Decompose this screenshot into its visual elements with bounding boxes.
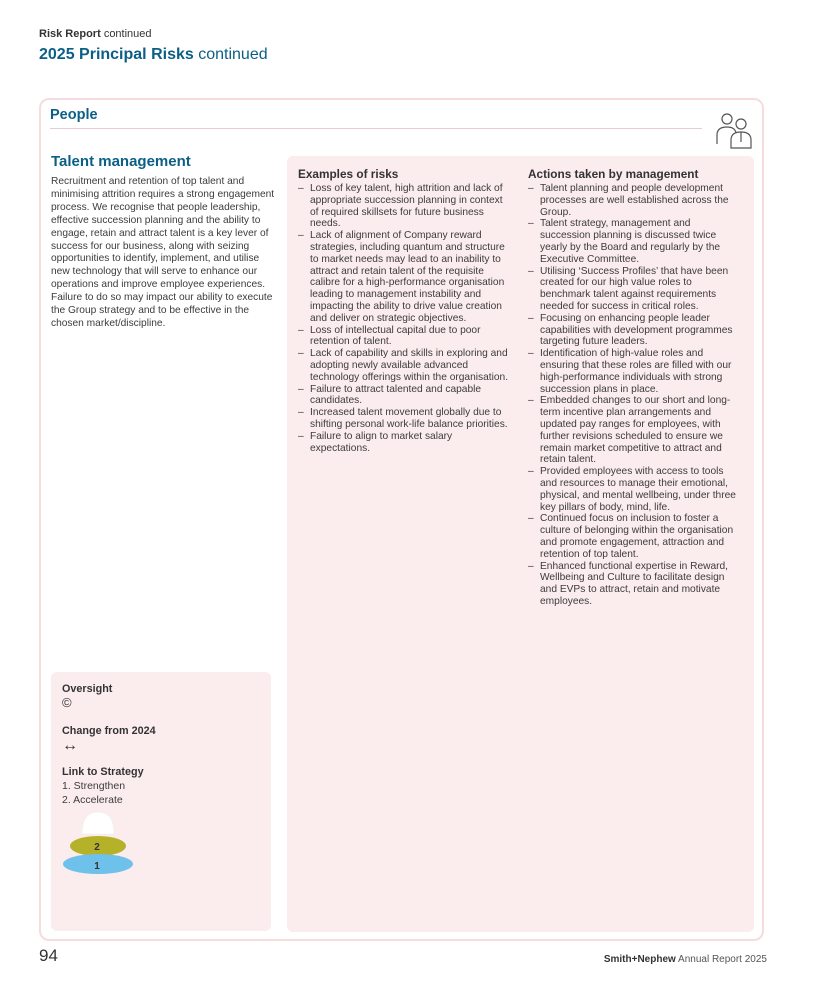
footer	[604, 954, 767, 965]
examples-title: Examples of risks	[298, 167, 399, 181]
footer-brand: Smith+Nephew	[603, 954, 676, 965]
heading-rest: continued	[198, 46, 268, 63]
strategy-item: 1. Strengthen	[62, 780, 126, 792]
copyright-icon: ©	[62, 695, 72, 710]
header-rest: continued	[103, 28, 152, 40]
list-item: – Continued focus on inclusion to foster a culture of belonging within the organisation and promote engagement, attraction and retention of top talent.	[528, 513, 743, 560]
double-arrow-icon: ↔	[62, 737, 78, 754]
stone-top	[82, 812, 114, 834]
footer-report: Annual Report 2025	[678, 954, 767, 965]
list-item: – Provided employees with access to tools and resources to manage their emotional, physical, and mental wellbeing, under three key pillars of body, mind, life.	[528, 466, 743, 513]
list-item: – Lack of alignment of Company reward strategies, including quantum and structure to market needs may lead to an inability to attract and retain talent of the requisite calibre for a high-performance organisation leading to management instability and impacting the ability to drive value creation and deliver on strategic objectives.	[298, 230, 510, 324]
strategy-item: 2. Accelerate	[62, 793, 123, 806]
risk-description: Recruitment and retention of top talent and minimising attrition requires a strong engagement process. We recognise that people leadership, effective succession planning and the ability to engage, retain and attract talent is a key lever of success for our business, along with seizing opportunities to identify, implement, and utilise new technology that will serve to enhance our operations and improve employee experiences. Failure to do so may impact our ability to execute the Group strategy and to be effective in the chosen market/discipline.	[51, 176, 275, 329]
strategy-stones-icon	[60, 808, 140, 878]
actions-column	[528, 167, 743, 608]
list-item: – Failure to align to market salary expectations.	[298, 431, 510, 455]
list-item: – Loss of key talent, high attrition and lack of appropriate succession planning in context of required skillsets for future business needs.	[298, 183, 510, 230]
running-header	[39, 28, 152, 40]
heading-bold: 2025 Principal Risks	[39, 46, 194, 63]
list-item: – Enhanced functional expertise in Reward, Wellbeing and Culture to facilitate design and EVPs to attract, retain and motivate employees.	[528, 561, 743, 608]
actions-list	[528, 183, 743, 608]
page-heading	[39, 46, 268, 64]
strategy-list	[62, 780, 125, 807]
examples-list	[298, 183, 510, 454]
stone-label: 2	[94, 842, 100, 853]
list-item: – Focusing on enhancing people leader capabilities with development programmes targeting future leaders.	[528, 313, 743, 348]
header-bold: Risk Report	[39, 28, 101, 40]
list-item: – Utilising ‘Success Profiles’ that have been created for our high value roles to benchmark talent against requirements needed for success in critical roles.	[528, 266, 743, 313]
list-item: – Loss of intellectual capital due to poor retention of talent.	[298, 325, 510, 349]
change-label: Change from 2024	[62, 725, 156, 737]
list-item: – Increased talent movement globally due to shifting personal work-life balance priorities.	[298, 407, 510, 431]
list-item: – Identification of high-value roles and ensuring that these roles are filled with our high-performance individuals with strong succession plans in place.	[528, 348, 743, 395]
list-item: – Talent strategy, management and succession planning is discussed twice yearly by the Board and regularly by the Executive Committee.	[528, 218, 743, 265]
list-item: – Lack of capability and skills in exploring and adopting newly available advanced technology offerings within the organisation.	[298, 348, 510, 383]
list-item: – Failure to attract talented and capable candidates.	[298, 384, 510, 408]
risk-title: Talent management	[51, 153, 191, 170]
strategy-label: Link to Strategy	[62, 766, 144, 778]
section-title: People	[50, 107, 98, 123]
oversight-label: Oversight	[62, 683, 113, 695]
list-item: – Embedded changes to our short and long-term incentive plan arrangements and updated pay ranges for employees, with further revisions scheduled to ensure we remain market competitive to attract and retain talent.	[528, 395, 743, 466]
stone-label: 1	[94, 861, 100, 872]
section-divider	[50, 128, 702, 129]
page-number: 94	[39, 946, 58, 965]
examples-column	[298, 167, 510, 454]
list-item: – Talent planning and people development processes are well established across the Group.	[528, 183, 743, 218]
actions-title: Actions taken by management	[528, 167, 699, 181]
people-icon	[714, 110, 754, 150]
